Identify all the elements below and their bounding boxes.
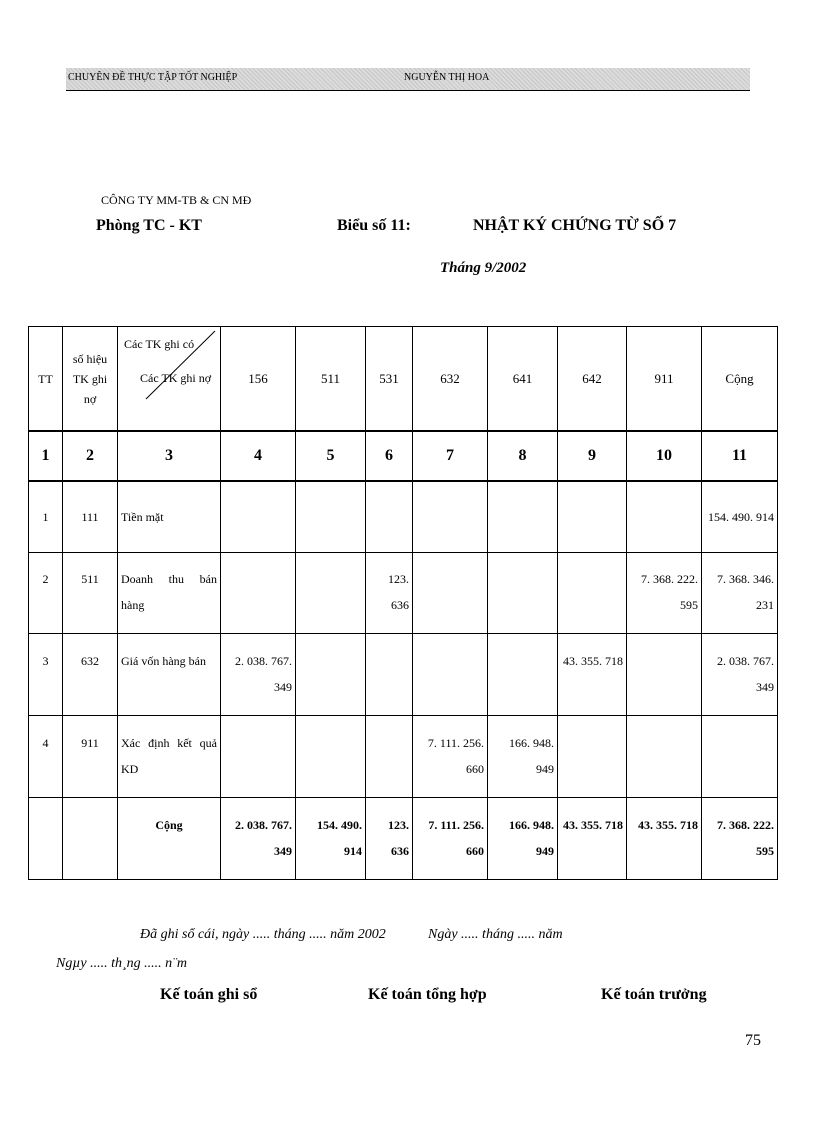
row-tt: 2 <box>29 553 63 634</box>
amount-cell: 2. 038. 767. 349 <box>702 634 778 716</box>
row-account: 632 <box>63 634 118 716</box>
row-tt: 3 <box>29 634 63 716</box>
amount-cell <box>627 716 702 798</box>
running-header-right: NGUYỄN THỊ HOA <box>404 72 490 83</box>
amount-cell: 7. 368. 222. 595 <box>627 553 702 634</box>
header-tt: TT <box>29 327 63 432</box>
amount-cell <box>296 634 366 716</box>
amount-cell <box>296 553 366 634</box>
amount-cell <box>488 553 558 634</box>
signer-chief-accountant: Kế toán trưởng <box>601 986 707 1003</box>
amount-cell: 7. 368. 346. 231 <box>702 553 778 634</box>
table-row <box>29 553 778 634</box>
total-amount-cell: 43. 355. 718 <box>558 798 627 880</box>
amount-cell: 2. 038. 767. 349 <box>221 634 296 716</box>
header-account-641: 641 <box>488 327 558 432</box>
document-title: NHẬT KÝ CHỨNG TỪ SỐ 7 <box>473 217 677 234</box>
row-description: Tiền mặt <box>118 481 221 553</box>
amount-cell <box>702 716 778 798</box>
amount-cell <box>413 481 488 553</box>
table-row <box>29 634 778 716</box>
document-period: Tháng 9/2002 <box>440 260 527 276</box>
table-header-row <box>29 327 778 432</box>
header-account-511: 511 <box>296 327 366 432</box>
amount-cell <box>413 553 488 634</box>
amount-cell: 166. 948. 949 <box>488 716 558 798</box>
row-account: 911 <box>63 716 118 798</box>
column-number: 2 <box>63 431 118 481</box>
column-number-row <box>29 431 778 481</box>
header-account-156: 156 <box>221 327 296 432</box>
ledger-posting-note: Đã ghi sổ cái, ngày ..... tháng ..... năm 2002 <box>140 927 386 942</box>
amount-cell: 154. 490. 914 <box>702 481 778 553</box>
amount-cell <box>627 481 702 553</box>
amount-cell <box>221 481 296 553</box>
signer-general-accountant: Kế toán tổng hợp <box>368 986 487 1003</box>
total-amount-cell: 7. 111. 256. 660 <box>413 798 488 880</box>
amount-cell <box>221 716 296 798</box>
column-number: 7 <box>413 431 488 481</box>
journal-table <box>28 326 778 880</box>
amount-cell <box>558 553 627 634</box>
amount-cell <box>488 481 558 553</box>
amount-cell <box>558 481 627 553</box>
column-number: 8 <box>488 431 558 481</box>
header-account-632: 632 <box>413 327 488 432</box>
running-header-left: CHUYÊN ĐỀ THỰC TẬP TỐT NGHIỆP <box>68 72 238 83</box>
amount-cell <box>488 634 558 716</box>
row-account: 511 <box>63 553 118 634</box>
total-amount-cell: 154. 490. 914 <box>296 798 366 880</box>
date-line: Ngày ..... tháng ..... năm <box>428 927 563 942</box>
company-name: CÔNG TY MM-TB & CN MĐ <box>101 193 252 207</box>
header-total: Cộng <box>702 327 778 432</box>
header-account-911: 911 <box>627 327 702 432</box>
column-number: 5 <box>296 431 366 481</box>
column-number: 6 <box>366 431 413 481</box>
amount-cell <box>413 634 488 716</box>
column-number: 9 <box>558 431 627 481</box>
amount-cell: 123. 636 <box>366 553 413 634</box>
total-tt-empty <box>29 798 63 880</box>
row-account: 111 <box>63 481 118 553</box>
row-description: Xác định kết quả KD <box>118 716 221 798</box>
amount-cell <box>627 634 702 716</box>
amount-cell <box>296 481 366 553</box>
amount-cell: 43. 355. 718 <box>558 634 627 716</box>
table-row <box>29 716 778 798</box>
row-description: Doanh thu bán hàng <box>118 553 221 634</box>
date-line-legacy-encoding: Ngµy ..... th¸ng ..... n¨m <box>56 956 187 971</box>
amount-cell <box>366 634 413 716</box>
form-number: Biểu số 11: <box>337 217 411 234</box>
page-number: 75 <box>745 1032 761 1049</box>
total-amount-cell: 2. 038. 767. 349 <box>221 798 296 880</box>
row-tt: 1 <box>29 481 63 553</box>
header-account-642: 642 <box>558 327 627 432</box>
amount-cell: 7. 111. 256. 660 <box>413 716 488 798</box>
row-tt: 4 <box>29 716 63 798</box>
amount-cell <box>221 553 296 634</box>
department-name: Phòng TC - KT <box>96 217 202 234</box>
column-number: 3 <box>118 431 221 481</box>
total-row <box>29 798 778 880</box>
total-amount-cell: 43. 355. 718 <box>627 798 702 880</box>
header-credit-label: Các TK ghi có <box>124 337 195 351</box>
header-diagonal-cell <box>118 327 221 432</box>
total-amount-cell: 166. 948. 949 <box>488 798 558 880</box>
row-description: Giá vốn hàng bán <box>118 634 221 716</box>
total-amount-cell: 123. 636 <box>366 798 413 880</box>
column-number: 11 <box>702 431 778 481</box>
header-debit-label: Các TK ghi nợ <box>140 371 212 385</box>
column-number: 4 <box>221 431 296 481</box>
amount-cell <box>558 716 627 798</box>
amount-cell <box>366 481 413 553</box>
amount-cell <box>296 716 366 798</box>
total-amount-cell: 7. 368. 222. 595 <box>702 798 778 880</box>
header-so-hieu: số hiệu TK ghi nợ <box>63 327 118 432</box>
amount-cell <box>366 716 413 798</box>
table-row <box>29 481 778 553</box>
column-number: 10 <box>627 431 702 481</box>
signer-accountant: Kế toán ghi sổ <box>160 986 258 1003</box>
column-number: 1 <box>29 431 63 481</box>
total-label: Cộng <box>118 798 221 880</box>
header-account-531: 531 <box>366 327 413 432</box>
total-account-empty <box>63 798 118 880</box>
